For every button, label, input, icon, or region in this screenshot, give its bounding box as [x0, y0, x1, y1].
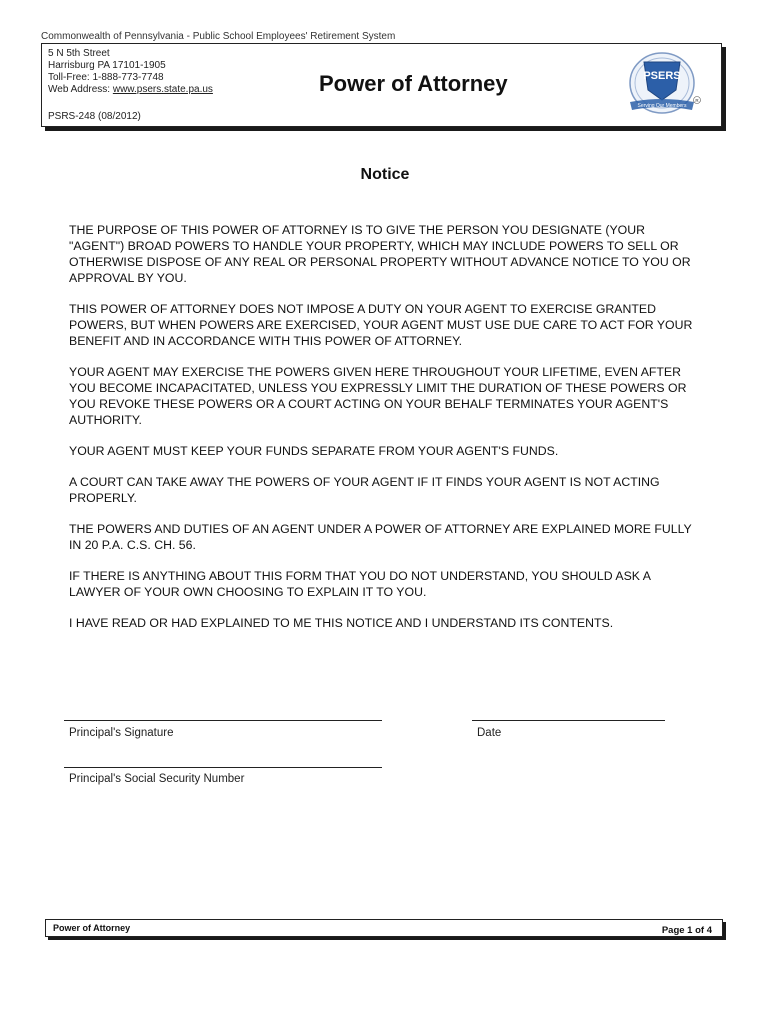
ssn-line[interactable] — [64, 767, 382, 768]
agency-name: Commonwealth of Pennsylvania - Public School Employees' Retirement System — [41, 31, 396, 42]
web-address-label: Web Address: — [48, 84, 111, 95]
keystone-seal-icon — [622, 50, 704, 118]
form-title: Power of Attorney — [319, 71, 508, 96]
principal-signature-line[interactable] — [64, 720, 382, 721]
notice-paragraph: YOUR AGENT MUST KEEP YOUR FUNDS SEPARATE FROM YOUR AGENT'S FUNDS. — [69, 444, 559, 458]
page-footer — [45, 919, 723, 937]
date-line[interactable] — [472, 720, 665, 721]
form-header — [41, 43, 722, 127]
notice-body — [69, 222, 694, 646]
address-street: 5 N 5th Street — [48, 48, 110, 59]
notice-paragraph: THIS POWER OF ATTORNEY DOES NOT IMPOSE A DUTY ON YOUR AGENT TO EXERCISE GRANTED POWERS, BUT WHEN POWERS ARE EXERCISED, YOUR AGENT MUST USE DUE CARE TO ACT FOR YOUR BENEFIT AND IN ACCORDANCE WITH THIS POWER OF ATTORNEY. — [69, 302, 693, 348]
notice-paragraph: THE POWERS AND DUTIES OF AN AGENT UNDER A POWER OF ATTORNEY ARE EXPLAINED MORE FULLY IN 20 P.A. C.S. CH. 56. — [69, 522, 692, 552]
notice-paragraph: I HAVE READ OR HAD EXPLAINED TO ME THIS NOTICE AND I UNDERSTAND ITS CONTENTS. — [69, 616, 614, 630]
form-code: PSRS-248 (08/2012) — [48, 111, 141, 122]
registered-mark: R — [695, 98, 699, 103]
agency-address — [48, 48, 213, 96]
seal-text: PSERS — [643, 70, 681, 82]
address-city: Harrisburg PA 17101-1905 — [48, 60, 166, 71]
principal-signature-label: Principal's Signature — [69, 727, 174, 739]
seal-banner-text: Serving Our Members — [637, 103, 687, 109]
web-address-link[interactable]: www.psers.state.pa.us — [112, 84, 213, 95]
notice-paragraph: IF THERE IS ANYTHING ABOUT THIS FORM THAT YOU DO NOT UNDERSTAND, YOU SHOULD ASK A LAWYER OF YOUR OWN CHOOSING TO EXPLAIN IT TO YOU. — [69, 569, 651, 599]
notice-paragraph: YOUR AGENT MAY EXERCISE THE POWERS GIVEN HERE THROUGHOUT YOUR LIFETIME, EVEN AFTER YOU BECOME INCAPACITATED, UNLESS YOU EXPRESSLY LIMIT THE DURATION OF THESE POWERS OR YOU REVOKE THESE POWERS OR A COURT ACTING ON YOUR BEHALF TERMINATES YOUR AGENT'S AUTHORITY. — [69, 365, 687, 427]
toll-free-number: Toll-Free: 1-888-773-7748 — [48, 72, 164, 83]
date-label: Date — [477, 727, 502, 739]
notice-title: Notice — [360, 166, 410, 183]
page-number: Page 1 of 4 — [661, 925, 712, 936]
notice-paragraph: THE PURPOSE OF THIS POWER OF ATTORNEY IS TO GIVE THE PERSON YOU DESIGNATE (YOUR "AGENT") BROAD POWERS TO HANDLE YOUR PROPERTY, WHICH MAY INCLUDE POWERS TO SELL OR OTHERWISE DISPOSE OF ANY REAL OR PERSONAL PROPERTY WITHOUT ADVANCE NOTICE TO YOU OR APPROVAL BY YOU. — [69, 223, 691, 285]
notice-paragraph: A COURT CAN TAKE AWAY THE POWERS OF YOUR AGENT IF IT FINDS YOUR AGENT IS NOT ACTING PROPERLY. — [69, 475, 660, 505]
footer-form-name: Power of Attorney — [53, 923, 131, 933]
web-address — [48, 84, 213, 96]
ssn-label: Principal's Social Security Number — [69, 773, 245, 785]
